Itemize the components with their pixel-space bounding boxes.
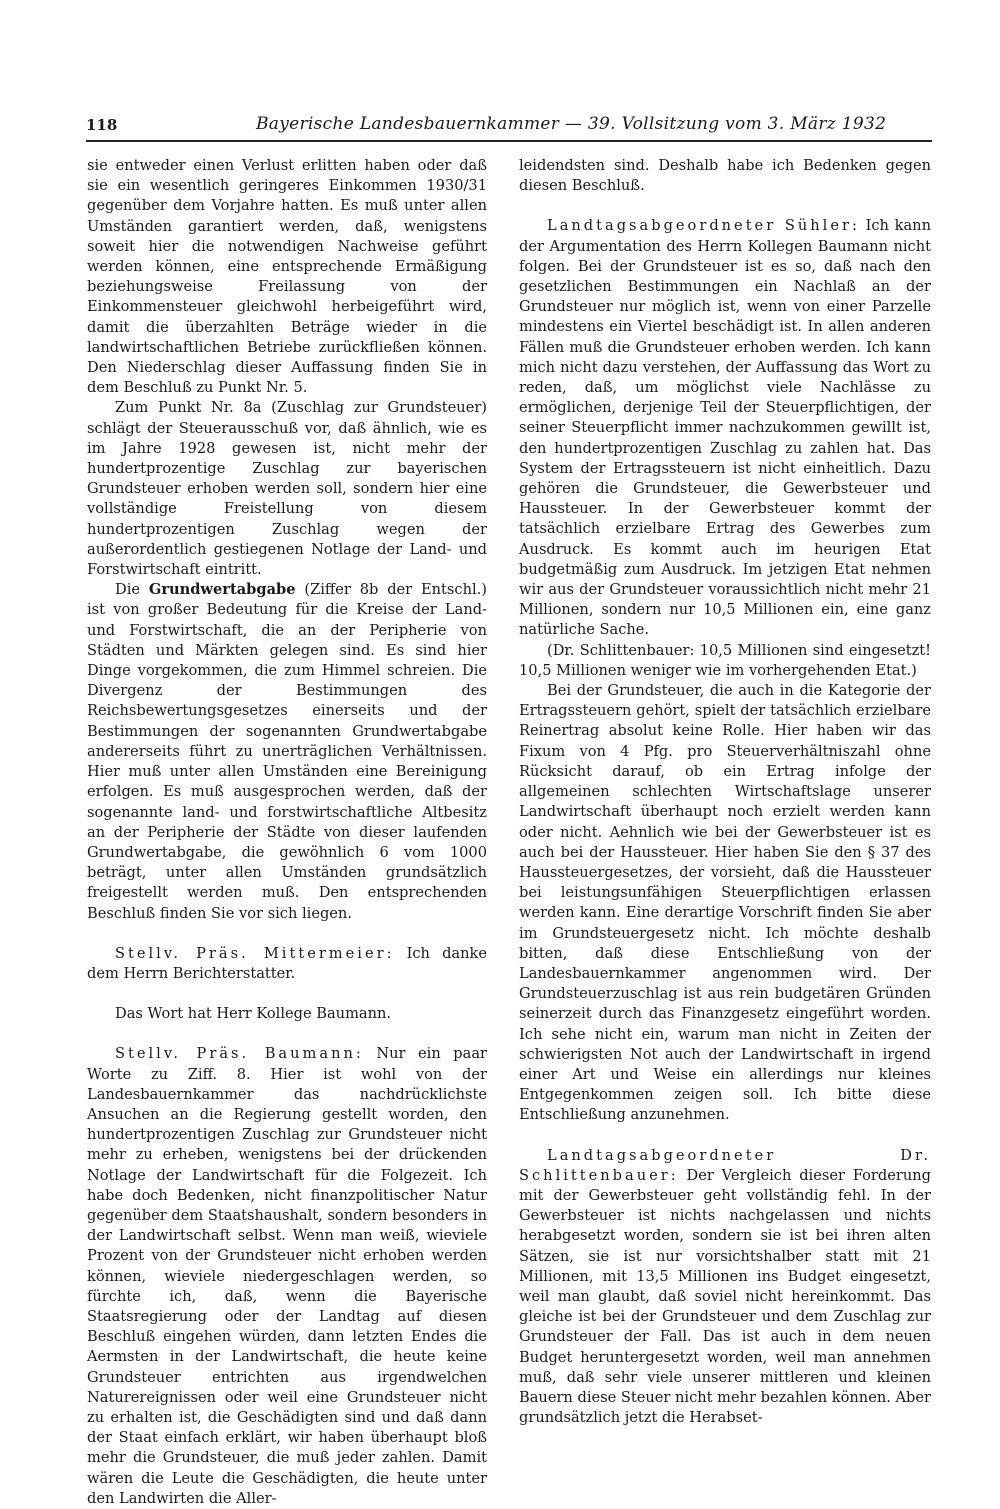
paragraph: sie entweder einen Verlust erlitten haben oder daß sie ein wesentlich geringeres Einkommen 1930/31 gegenüber dem Vorjahre hatten. Es muß unter allen Umständen garantiert werden, daß, wenigstens soweit hier die notwendigen Nachweise geführt werden können, eine entsprechende Ermäßigung beziehungsweise Freilassung von der Einkommensteuer gleichwohl herbeigeführt wird, damit die überzahlten Beträge wieder in die landwirtschaftlichen Betriebe zurückfließen können. Den Niederschlag dieser Auffassung finden Sie in dem Beschluß zu Punkt Nr. 5.	[87, 157, 487, 397]
speech	[519, 1146, 931, 1429]
paragraph: leidendsten sind. Deshalb habe ich Bedenken gegen diesen Beschluß.	[519, 157, 931, 195]
text-run: (Ziffer 8b der Entschl.) ist von großer Bedeutung für die Kreise der Land- und Forstwirtschaft, die an der Peripherie von Städten und Märkten gelegen sind. Es sind hier Dinge vorgekommen, die zum Himmel schreien. Die Divergenz der Bestimmungen des Reichsbewertungsgesetzes einerseits und der Bestimmungen der sogenannten Grundwertabgabe andererseits führt zu unerträglichen Verhältnissen. Hier muß unter allen Umständen eine Bereinigung erfolgen. Es muß ausgesprochen werden, daß der sogenannte land- und forstwirtschaftliche Altbesitz an der Peripherie der Städte von dieser laufenden Grundwertabgabe, die gewöhnlich 6 vom 1000 beträgt, unter allen Umständen grundsätzlich freigestellt werden muß. Den entsprechenden Beschluß finden Sie vor sich liegen.	[87, 581, 487, 922]
speech-text: Nur ein paar Worte zu Ziff. 8. Hier ist wohl von der Landesbauernkammer das nachdrücklichste Ansuchen an die Regierung gestellt worden, den hundertprozentigen Zuschlag zur Grundsteuer nicht mehr zu erheben, wenigstens bei der drückenden Notlage der Landwirtschaft für die Folgezeit. Ich habe doch Bedenken, nicht finanzpolitischer Natur gegenüber dem Staatshaushalt, sondern besonders in der Landwirtschaft selbst. Wenn man weiß, wieviele Prozent von der Grundsteuer nicht erhoben werden können, wieviele niedergeschlagen werden, so fürchte ich, daß, wenn die Bayerische Staatsregierung oder der Landtag auf diesen Beschluß eingehen würden, dann letzten Endes die Aermsten in der Landwirtschaft, die heute keine Grundsteuer entrichten aus irgendwelchen Naturereignissen oder weil eine Grundsteuer nicht zu erhalten ist, die Geschädigten sind und daß dann der Staat einfach erklärt, wir haben überhaupt bloß mehr die Grundsteuer, die muß jeder zahlen. Damit wären die Leute die Geschädigten, die heute unter den Landwirten die Aller-	[87, 1045, 488, 1507]
speech-text: Ich danke dem Herrn Berichterstatter.	[87, 944, 487, 982]
speech	[87, 944, 487, 984]
interjection: (Dr. Schlittenbauer: 10,5 Millionen sind eingesetzt! 10,5 Millionen weniger wie im vorhergehenden Etat.)	[519, 641, 931, 679]
speech	[87, 1044, 487, 1509]
speech-text: Ich kann der Argumentation des Herrn Kollegen Baumann nicht folgen. Bei der Grundsteuer ist es so, daß nach den gesetzlichen Bestimmungen ein Nachlaß an der Grundsteuer nur möglich ist, wenn von einer Parzelle mindestens ein Viertel beschädigt ist. In allen anderen Fällen muß die Grundsteuer erhoben werden. Ich kann mich nicht dazu verstehen, der Auffassung das Wort zu reden, daß, um möglichst viele Nachlässe zu ermöglichen, derjenige Teil der Steuerpflichtigen, der seiner Steuerpflicht immer nachzukommen gewillt ist, den hundertprozentigen Zuschlag zu zahlen hat. Das System der Ertragssteuern ist nicht einheitlich. Dazu gehören die Grundsteuer, die Gewerbsteuer und Haussteuer. In der Gewerbsteuer kommt der tatsächlich erzielbare Ertrag des Gewerbes zum Ausdruck. Es kommt auch im heurigen Etat budgetmäßig zum Ausdruck. Im jetzigen Etat nehmen wir aus der Grundsteuer voraussichtlich nicht mehr 21 Millionen, sondern nur 10,5 Millionen ein, eine ganz natürliche Sache.	[519, 217, 931, 639]
spacer	[87, 924, 487, 944]
emphasis-term: Grundwertabgabe	[148, 581, 296, 599]
spacer	[519, 196, 931, 216]
text-run: Die	[115, 581, 149, 599]
speech-text: Der Vergleich dieser Forderung mit der Gewerbsteuer geht vollständig fehl. In der Gewerbsteuer ist nichts nachgelassen und nichts herabgesetzt worden, sondern sie ist bei ihren alten Sätzen, sie ist nur vorsichtshalber statt mit 21 Millionen, mit 13,5 Millionen ins Budget eingesetzt, weil man glaubt, daß soviel nicht hereinkommt. Das gleiche ist bei der Grundsteuer und dem Zuschlag zur Grundsteuer der Fall. Das ist auch in dem neuen Budget heruntergesetzt worden, weil man annehmen muß, daß sehr viele unserer mittleren und kleinen Bauern diese Steuer nicht mehr bezahlen können. Aber grundsätzlich jetzt die Herabset-	[519, 1166, 932, 1427]
right-column	[519, 156, 931, 1428]
speaker-name: Stellv. Präs. Mittermeier:	[115, 944, 395, 962]
paragraph: Bei der Grundsteuer, die auch in die Kategorie der Ertragssteuern gehört, spielt der tatsächlich erzielbare Reinertrag absolut keine Rolle. Hier haben wir das Fixum von 4 Pfg. pro Steuerverhältniszahl ohne Rücksicht darauf, ob ein Ertrag infolge der allgemeinen schlechten Wirtschaftslage unserer Landwirtschaft überhaupt noch erzielt werden kann oder nicht. Aehnlich wie bei der Gewerbsteuer ist es auch bei der Haussteuer. Hier haben Sie den § 37 des Haussteuergesetzes, der vorsieht, daß die Haussteuer bei leistungsunfähigen Steuerpflichtigen erlassen werden kann. Eine derartige Vorschrift finden Sie aber im Grundsteuergesetz nicht. Ich möchte deshalb bitten, daß diese Entschließung von der Landesbauernkammer angenommen wird. Der Grundsteuerzuschlag ist aus rein budgetären Gründen seinerzeit durch das Finanzgesetz eingeführt worden. Ich sehe nicht ein, warum man nicht in Zeiten der schwierigsten Not auch der Landwirtschaft in irgend einer Art und Weise ein allerdings nur kleines Entgegenkommen zeigen soll. Ich bitte diese Entschließung anzunehmen.	[519, 682, 931, 1124]
spacer	[519, 1126, 931, 1146]
left-column	[87, 156, 487, 1509]
speaker-name: Landtagsabgeordneter Dr. Schlittenbauer:	[519, 1146, 931, 1184]
page-header	[86, 112, 932, 140]
spacer	[87, 984, 487, 1004]
speech	[519, 216, 931, 640]
paragraph: Zum Punkt Nr. 8a (Zuschlag zur Grundsteuer) schlägt der Steuerausschuß vor, daß ähnlich, wie es im Jahre 1928 gewesen ist, nicht mehr der hundertprozentige Zuschlag zur bayerischen Grundsteuer erhoben werden soll, sondern hier eine vollständige Freistellung von diesem hundertprozentigen Zuschlag wegen der außerordentlich gestiegenen Notlage der Land- und Forstwirtschaft eintritt.	[87, 399, 487, 579]
spacer	[87, 1024, 487, 1044]
running-title: Bayerische Landesbauernkammer — 39. Vollsitzung vom 3. März 1932	[256, 114, 887, 134]
speaker-name: Landtagsabgeordneter Sühler:	[547, 217, 860, 235]
paragraph: Das Wort hat Herr Kollege Baumann.	[115, 1005, 392, 1023]
paragraph	[87, 580, 487, 923]
speaker-name: Stellv. Präs. Baumann:	[115, 1045, 364, 1063]
page-number: 118	[86, 116, 118, 134]
header-rule	[86, 140, 932, 142]
